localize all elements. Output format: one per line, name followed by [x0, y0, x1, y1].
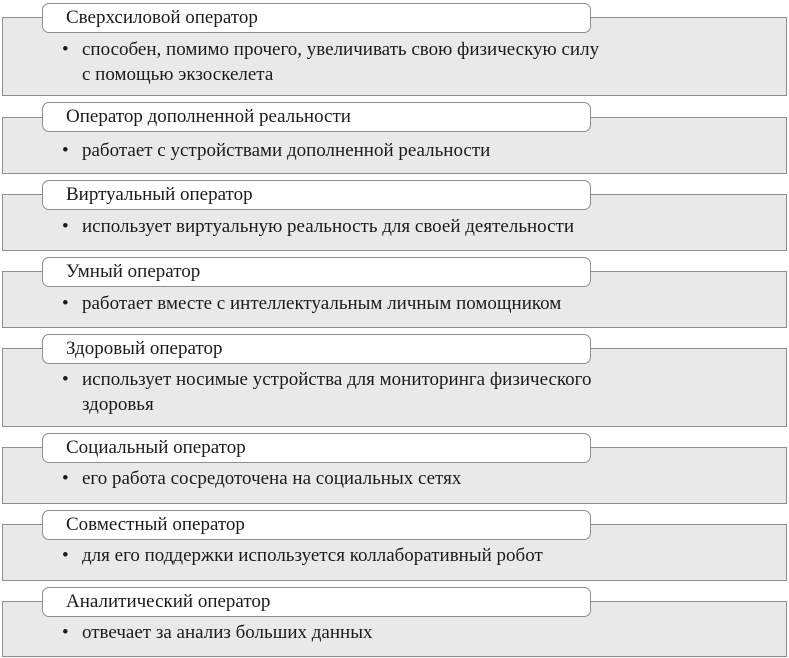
- bullet-line: для его поддержки используется коллаборативный робот: [82, 545, 543, 566]
- bullet-line: с помощью экзоскелета: [82, 64, 274, 85]
- bullet-dot-icon: •: [62, 622, 69, 643]
- bullet-dot-icon: •: [62, 140, 69, 161]
- card-title-tab: Сверхсиловой оператор: [42, 3, 591, 33]
- bullet-line: работает вместе с интеллектуальным личным помощником: [82, 293, 562, 314]
- card-bullet: [60, 367, 767, 417]
- card-title-tab: Виртуальный оператор: [42, 180, 591, 210]
- card-bullet: [60, 138, 767, 163]
- bullet-line: работает с устройствами дополненной реальности: [82, 140, 491, 161]
- bullet-line: здоровья: [82, 394, 154, 415]
- bullet-dot-icon: •: [62, 545, 69, 566]
- card-bullet: [60, 620, 767, 645]
- card-bullet: [60, 214, 767, 239]
- bullet-dot-icon: •: [62, 468, 69, 489]
- card-title-tab: Здоровый оператор: [42, 334, 591, 364]
- card-title-tab: Совместный оператор: [42, 510, 591, 540]
- card-bullet: [60, 466, 767, 491]
- card-title-tab: Социальный оператор: [42, 433, 591, 463]
- card-title-tab: Умный оператор: [42, 257, 591, 287]
- bullet-line: способен, помимо прочего, увеличивать свою физическую силу: [82, 39, 600, 60]
- bullet-dot-icon: •: [62, 216, 69, 237]
- card-bullet: [60, 37, 767, 87]
- bullet-dot-icon: •: [62, 369, 69, 390]
- card-bullet: [60, 543, 767, 568]
- card-bullet: [60, 291, 767, 316]
- bullet-dot-icon: •: [62, 293, 69, 314]
- card-title-tab: Оператор дополненной реальности: [42, 102, 591, 132]
- bullet-line: отвечает за анализ больших данных: [82, 622, 373, 643]
- bullet-dot-icon: •: [62, 39, 69, 60]
- bullet-line: его работа сосредоточена на социальных сетях: [82, 468, 462, 489]
- card-title-tab: Аналитический оператор: [42, 587, 591, 617]
- bullet-line: использует виртуальную реальность для своей деятельности: [82, 216, 575, 237]
- bullet-line: использует носимые устройства для мониторинга физического: [82, 369, 592, 390]
